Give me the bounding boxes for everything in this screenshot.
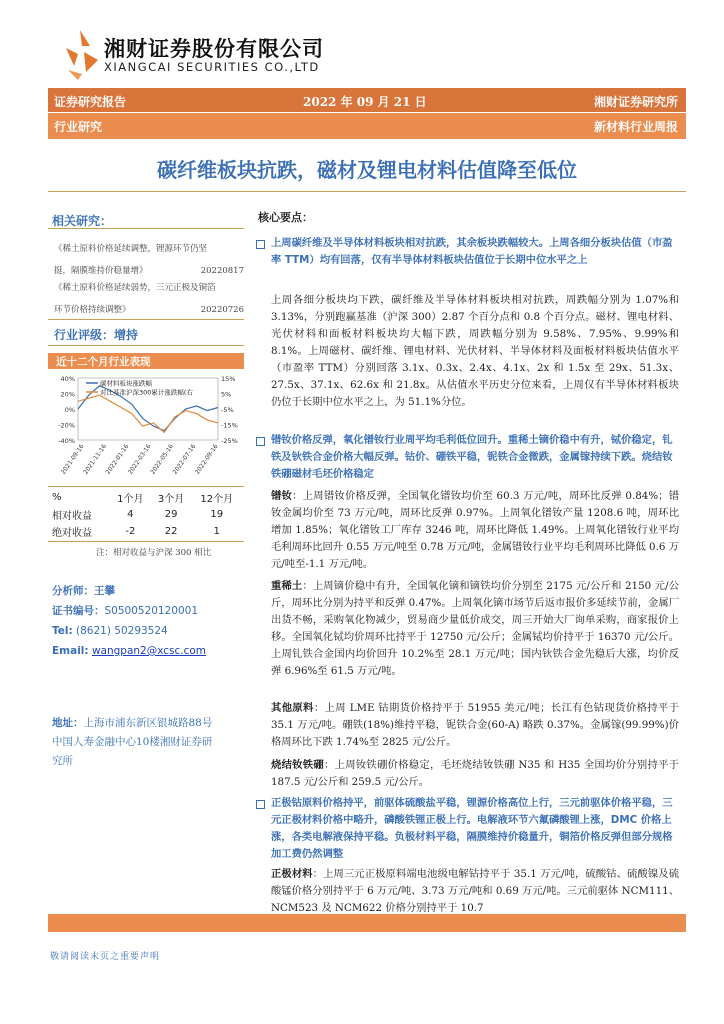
paragraph-other-materials: 其他原料：上周 LME 钴期货价格持平于 51955 美元/吨；长江有色钴现货价格持平于 35.1 万元/吨。硼铁(18%)维持平稳，铌铁合金(60-A) 略跌 0.37%。金属镓(99.99%)价格周环比下跌 1.74%至 2825 元/公斤。 [271, 702, 680, 748]
header-bar-top [48, 88, 686, 112]
legend-label: 碳材料板块涨跌幅 [100, 379, 152, 388]
industry-rating: 行业评级：增持 [54, 328, 139, 342]
analyst-name: 王攀 [94, 585, 115, 597]
x-tick-label: 2021-11-16 [82, 443, 108, 476]
y-right-tick-label: 5% [221, 390, 232, 399]
x-tick-label: 2022-09-16 [193, 443, 220, 476]
bullet-heading-3: 正极钴原料价格持平，前驱体硫酸盐平稳，锂源价格高位上行，三元前驱体价格平稳，三元正极材料价格中略升，磷酸铁锂正极上行。电解液环节六氟磷酸锂上涨，DMC 价格上涨，各类电解液保持平稳。负极材料平稳，隔膜维持价稳量升，铜箔价格反弹但部分规格加工费仍然调整 [271, 797, 673, 860]
x-tick-label: 2022-07-16 [171, 443, 198, 476]
table-row: 相对收益 4 29 19 [52, 509, 224, 522]
related-item[interactable]: 《稀土原料价格延续弱势，三元正极及铜箔 环节价格持续调整》 20220726 [54, 283, 244, 315]
x-tick-label: 2021-09-16 [59, 443, 86, 476]
analyst-tel: (8621) 50293524 [76, 625, 168, 637]
footer-disclaimer: 敬请阅读末页之重要声明 [50, 952, 161, 962]
bullet-square-icon [256, 800, 265, 809]
y-right-tick-label: -25% [221, 437, 238, 445]
analyst-block: 分析师：王攀 证书编号：S0500520120001 Tel: (8621) 50293524 Email: wangpan2@xcsc.com [52, 585, 207, 657]
bullet-square-icon [256, 240, 265, 249]
institute-name: 湘财证券研究所 [593, 95, 678, 109]
report-category: 行业研究 [54, 120, 103, 134]
related-divider [48, 228, 244, 229]
address-block: 地址：上海市浦东新区银城路88号 中国人寿金融中心10楼湘财证券研 究所 [52, 717, 213, 767]
related-item[interactable]: 《稀土原料价格延续调整，锂源环节仍坚 挺，隔膜维持价稳量增》 20220817 [54, 244, 244, 276]
y-left-tick-label: -40% [58, 437, 75, 445]
y-left-tick-label: 0% [64, 406, 75, 414]
key-points-title: 核心要点： [258, 211, 313, 224]
paragraph-1: 上周各细分板块均下跌，碳纤维及半导体材料板块相对抗跌，周跌幅分别为 1.07%和 3.13%，分别跑赢基准（沪深 300）2.87 个百分点和 0.8 个百分点。磁材、锂电材料、光伏材料和面板材料板块均大幅下跌，周跌幅分别为 9.58%、7.95%、9.99%和 8.1%。上周磁材、碳纤维、锂电材料、光伏材料、半导体材料及面板材料板块估值水平（市盈率 TTM）分别回落 3.1x、0.3x、2.4x、4.1x、2x 和 1.5x 至 29x、51.3x、27.5x、37.1x、62.6x 和 21.8x。从估值水平历史分位来看，上周仅有半导体材料板块仍位于长期中位水平之上，为 51.1%分位。 [271, 294, 679, 408]
x-tick-label: 2022-05-16 [149, 443, 175, 476]
analyst-cert: S0500520120001 [104, 605, 199, 617]
report-series: 新材料行业周报 [593, 120, 678, 134]
related-research-title: 相关研究： [52, 214, 113, 228]
report-type: 证券研究报告 [54, 95, 127, 109]
series-line [78, 395, 218, 432]
paragraph-heavy-rare-earth: 重稀土：上周镝价稳中有升，全国氧化镝和镝铁均价分别至 2175 元/公斤和 2150 元/公斤，周环比分别为持平和反弹 0.47%。上周氧化镝市场节后返市报价多延续节前，金属厂出货不畅，采购氧化物减少，贸易商少量低价成交，周三开始大厂询单采购，商家报价上移。全国氧化铽均价周环比持平于 12750 元/公斤；金属铽均价持平于 16370 元/公斤。上周钆铁合金国内均价回升 10.2%至 28.1 万元/吨；国内钬铁合金先稳后大涨，均价反弹 6.96%至 61.5 万元/吨。 [271, 580, 679, 677]
report-title: 碳纤维板块抗跌，磁材及锂电材料估值降至低位 [157, 158, 577, 182]
analyst-email-link[interactable]: wangpan2@xcsc.com [91, 645, 207, 657]
table-top-rule [48, 486, 244, 487]
bullet-heading-2: 镨钕价格反弹，氧化镨钕行业周平均毛利低位回升。重稀土镝价稳中有升，铽价稳定，钆铁及钬铁合金价格大幅反弹。钴价、硼铁平稳，铌铁合金微跌，金属镓持续下跌。烧结钕铁硼磁材毛坯价格稳定 [271, 434, 673, 480]
table-header-row: % 1个月 3个月 12个月 [52, 492, 234, 505]
table-row: 绝对收益 -2 22 1 [52, 526, 220, 539]
y-left-tick-label: 40% [60, 375, 75, 383]
x-tick-label: 2022-01-16 [104, 443, 131, 476]
report-date: 2022 年 09 月 21 日 [303, 95, 427, 109]
paragraph-ndpr: 镨钕：上周镨钕价格反弹，全国氧化镨钕均价至 60.3 万元/吨，周环比反弹 0.84%；镨钕金属均价至 73 万元/吨，周环比反弹 0.97%。上周氧化镨钕产量 1208.6 吨，周环比增加 1.85%；氧化镨钕工厂库存 3246 吨，周环比降低 1.49%。上周氧化镨钕行业平均毛利周环比回升 0.55 万元/吨至 0.78 万元/吨，金属镨钕行业平均毛利周环比降低 0.6 万元/吨至-1.1 万元/吨。 [271, 490, 680, 570]
performance-table [52, 489, 242, 540]
paragraph-cathode: 正极材料：上周三元正极原料端电池级电解钴持平于 35.1 万元/吨，硫酸钴、硫酸镍及硫酸锰价格分别持平于 6 万元/吨、3.73 万元/吨和 0.69 万元/吨。三元前驱体 NCM111、NCM523 及 NCM622 价格分别持平于 10.7 [271, 868, 679, 914]
table-bottom-rule [48, 541, 244, 542]
y-left-tick-label: -20% [58, 421, 75, 430]
table-note: 注：相对收益与沪深 300 相比 [96, 548, 212, 558]
performance-chart [48, 370, 248, 480]
company-name-cn: 湘财证券股份有限公司 [104, 37, 324, 61]
footer-bar [48, 914, 686, 932]
title-divider [48, 191, 686, 192]
rating-divider-bottom [48, 345, 244, 346]
y-left-tick-label: 20% [60, 390, 75, 399]
paragraph-ndfeb: 烧结钕铁硼：上周钕铁硼价格稳定，毛坯烧结钕铁硼 N35 和 H35 全国均价分别持平于 187.5 元/公斤和 259.5 元/公斤。 [271, 759, 679, 788]
bullet-heading-1: 上周碳纤维及半导体材料板块相对抗跌，其余板块跌幅较大。上周各细分板块估值（市盈率 TTM）均有回落，仅有半导体材料板块估值位于长期中位水平之上 [271, 237, 673, 266]
company-logo-icon [60, 28, 100, 80]
x-tick-label: 2022-03-16 [126, 443, 153, 476]
performance-title: 近十二个月行业表现 [56, 356, 151, 368]
rating-divider-top [48, 319, 244, 320]
y-right-tick-label: 15% [221, 375, 236, 383]
y-right-tick-label: -15% [221, 421, 238, 430]
performance-band [48, 353, 244, 369]
company-name-en: XIANGCAI SECURITIES CO.,LTD [104, 60, 320, 74]
bullet-square-icon [256, 437, 265, 446]
legend-label: 对比基准沪深300累计涨跌幅(右 [100, 388, 193, 397]
y-right-tick-label: -5% [221, 406, 234, 414]
header-bar-bottom [48, 113, 686, 139]
